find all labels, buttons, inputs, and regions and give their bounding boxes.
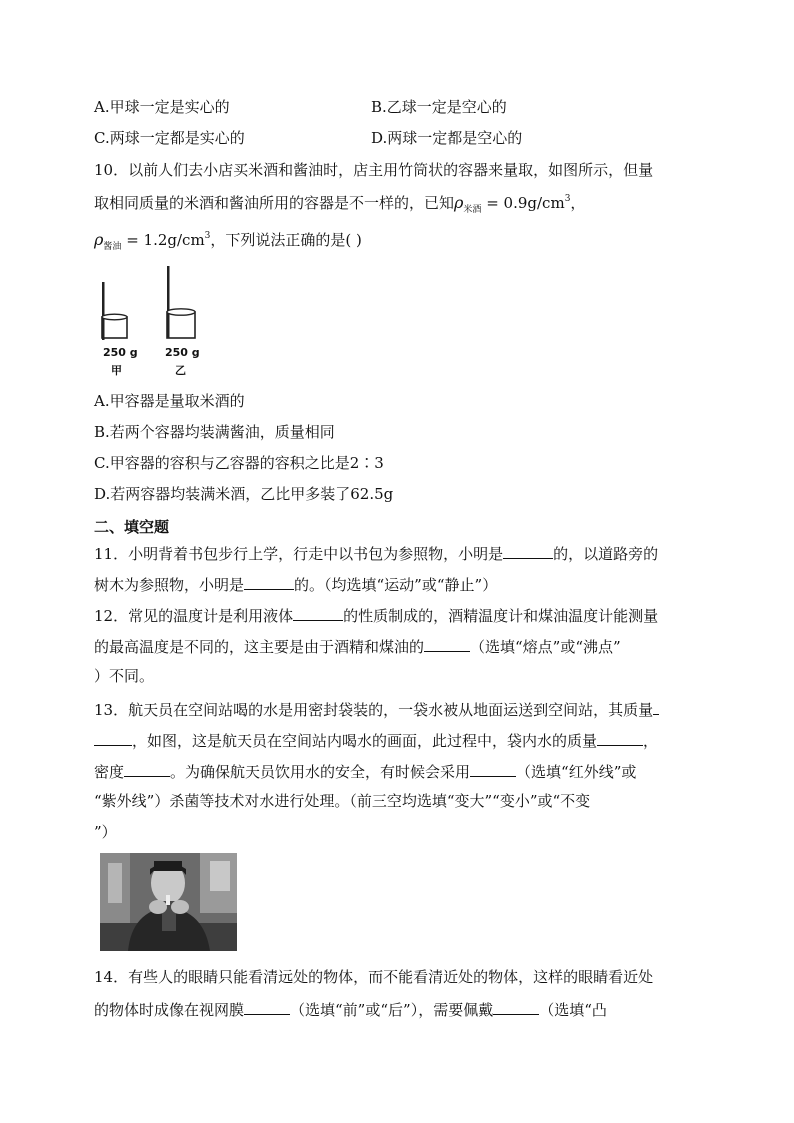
cube-superscript: 3	[204, 231, 211, 241]
q13-text-d: 密度	[94, 763, 125, 781]
q12-line-3: ）不同。	[94, 667, 155, 685]
q14-text-b: （选填“前”或“后”），需要佩戴	[290, 1001, 494, 1019]
answer-blank[interactable]	[597, 729, 643, 746]
q14-line-2	[94, 998, 607, 1020]
container-a-mass: 250 g	[103, 346, 138, 359]
q13-line-3	[94, 760, 636, 782]
q12-text-b: 的性质制成的，酒精温度计和煤油温度计能测量	[343, 607, 659, 625]
container-a-label: 甲	[111, 364, 122, 377]
q9-option-c: C.两球一定都是实心的	[94, 129, 245, 147]
q13-line-1	[94, 698, 659, 720]
q10-line-2-text: 取相同质量的米酒和酱油所用的容器是不一样的，已知	[94, 194, 455, 212]
q9-option-d: D.两球一定都是空心的	[371, 129, 523, 147]
cube-superscript: 3	[564, 194, 571, 204]
answer-blank[interactable]	[293, 604, 343, 621]
q12-line-2	[94, 635, 621, 657]
answer-blank[interactable]	[653, 698, 659, 715]
answer-blank[interactable]	[424, 635, 470, 652]
q10-line-1: 10．以前人们去小店买米酒和酱油时，店主用竹筒状的容器来量取，如图所示，但量	[94, 161, 654, 179]
q10-option-a: A.甲容器是量取米酒的	[94, 392, 245, 410]
q12-text-c: 的最高温度是不同的，这主要是由于酒精和煤油的	[94, 638, 425, 656]
q12-text-d: （选填“熔点”或“沸点”	[470, 638, 621, 656]
section-title: 二、填空题	[94, 518, 170, 536]
rho-symbol: ρ	[454, 193, 464, 212]
q13-text-c: ，	[643, 732, 659, 750]
q13-text-b: ，如图，这是航天员在空间站内喝水的画面，此过程中，袋内水的质量	[132, 732, 598, 750]
q14-text-a: 的物体时成像在视网膜	[94, 1001, 245, 1019]
rho-symbol: ρ	[94, 230, 104, 249]
q11-text-c: 树木为参照物，小明是	[94, 576, 245, 594]
soy-sauce-subscript: 酱油	[103, 242, 122, 252]
q10-option-c: C.甲容器的容积与乙容器的容积之比是2∶3	[94, 454, 384, 472]
q12-line-1	[94, 604, 658, 626]
q10-line-3	[94, 230, 362, 253]
q10-line-2	[94, 193, 585, 216]
answer-blank[interactable]	[503, 542, 553, 559]
q13-line-2	[94, 729, 658, 751]
q13-line-4: “紫外线”）杀菌等技术对水进行处理。（前三空均选填“变大”“变小”或“不变	[94, 792, 591, 810]
q10-line-3-end: ，下列说法正确的是( )	[210, 231, 362, 249]
astronaut-drinking-icon	[100, 853, 237, 951]
astronaut-photo	[100, 853, 237, 951]
q13-line-5: ”）	[94, 823, 117, 841]
answer-blank[interactable]	[94, 729, 132, 746]
q11-text-d: 的。（均选填“运动”或“静止”）	[294, 576, 498, 594]
container-a-icon	[102, 282, 127, 340]
q13-text-f: （选填“红外线”或	[516, 763, 637, 781]
q10-option-d: D.若两容器均装满米酒，乙比甲多装了62.5g	[94, 485, 394, 503]
answer-blank[interactable]	[244, 998, 290, 1015]
container-b-label: 乙	[175, 364, 186, 377]
answer-blank[interactable]	[124, 760, 170, 777]
soy-sauce-density: = 1.2g/cm	[121, 231, 205, 249]
q13-text-e: 。为确保航天员饮用水的安全，有时候会采用	[170, 763, 471, 781]
q14-text-c: （选填“凸	[539, 1001, 607, 1019]
rice-wine-subscript: 米酒	[463, 205, 482, 215]
q10-line-2-end: ，	[570, 194, 586, 212]
q9-option-b: B.乙球一定是空心的	[371, 98, 507, 116]
q14-line-1: 14．有些人的眼睛只能看清远处的物体，而不能看清近处的物体，这样的眼睛看近处	[94, 968, 654, 986]
q12-text-a: 12．常见的温度计是利用液体	[94, 607, 294, 625]
q9-option-a: A.甲球一定是实心的	[94, 98, 230, 116]
answer-blank[interactable]	[244, 573, 294, 590]
rice-wine-density: = 0.9g/cm	[481, 194, 565, 212]
q13-text-a: 13．航天员在空间站喝的水是用密封袋装的，一袋水被从地面运送到空间站，其质量	[94, 701, 654, 719]
container-b-icon	[167, 266, 195, 338]
q10-option-b: B.若两个容器均装满酱油，质量相同	[94, 423, 335, 441]
q11-line-1	[94, 542, 658, 564]
answer-blank[interactable]	[470, 760, 516, 777]
q11-text-b: 的，以道路旁的	[553, 545, 659, 563]
q11-line-2	[94, 573, 497, 595]
answer-blank[interactable]	[493, 998, 539, 1015]
container-figure	[96, 262, 216, 344]
container-b-mass: 250 g	[165, 346, 200, 359]
q11-text-a: 11．小明背着书包步行上学，行走中以书包为参照物，小明是	[94, 545, 504, 563]
